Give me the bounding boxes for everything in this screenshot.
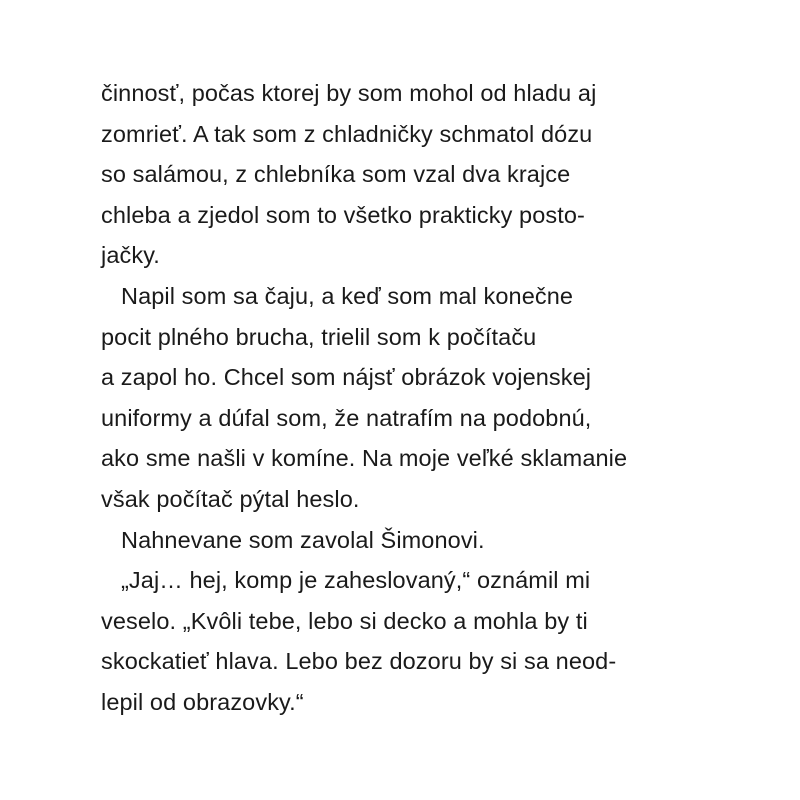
- text-line: so salámou, z chlebníka som vzal dva krajce: [101, 161, 571, 188]
- text-line: uniformy a dúfal som, že natrafím na podobnú,: [101, 404, 592, 431]
- text-line: chleba a zjedol som to všetko prakticky posto-: [101, 201, 585, 228]
- text-line: ako sme našli v komíne. Na moje veľké sklamanie: [101, 445, 628, 472]
- text-line: jačky.: [101, 242, 160, 269]
- text-line: a zapol ho. Chcel som nájsť obrázok vojenskej: [101, 364, 592, 391]
- text-line: však počítač pýtal heslo.: [101, 485, 360, 512]
- text-line: Napil som sa čaju, a keď som mal konečne: [121, 282, 574, 309]
- page-text: [101, 73, 721, 723]
- text-line: pocit plného brucha, trielil som k počítaču: [101, 323, 537, 350]
- text-line: „Jaj… hej, komp je zaheslovaný,“ oznámil mi: [121, 567, 591, 594]
- text-line: zomrieť. A tak som z chladničky schmatol dózu: [101, 120, 593, 147]
- text-line: Nahnevane som zavolal Šimonovi.: [121, 526, 485, 553]
- text-line: veselo. „Kvôli tebe, lebo si decko a mohla by ti: [101, 607, 588, 634]
- text-line: skockatieť hlava. Lebo bez dozoru by si sa neod-: [101, 648, 617, 675]
- text-line: lepil od obrazovky.“: [101, 688, 304, 715]
- text-line: činnosť, počas ktorej by som mohol od hladu aj: [101, 80, 597, 106]
